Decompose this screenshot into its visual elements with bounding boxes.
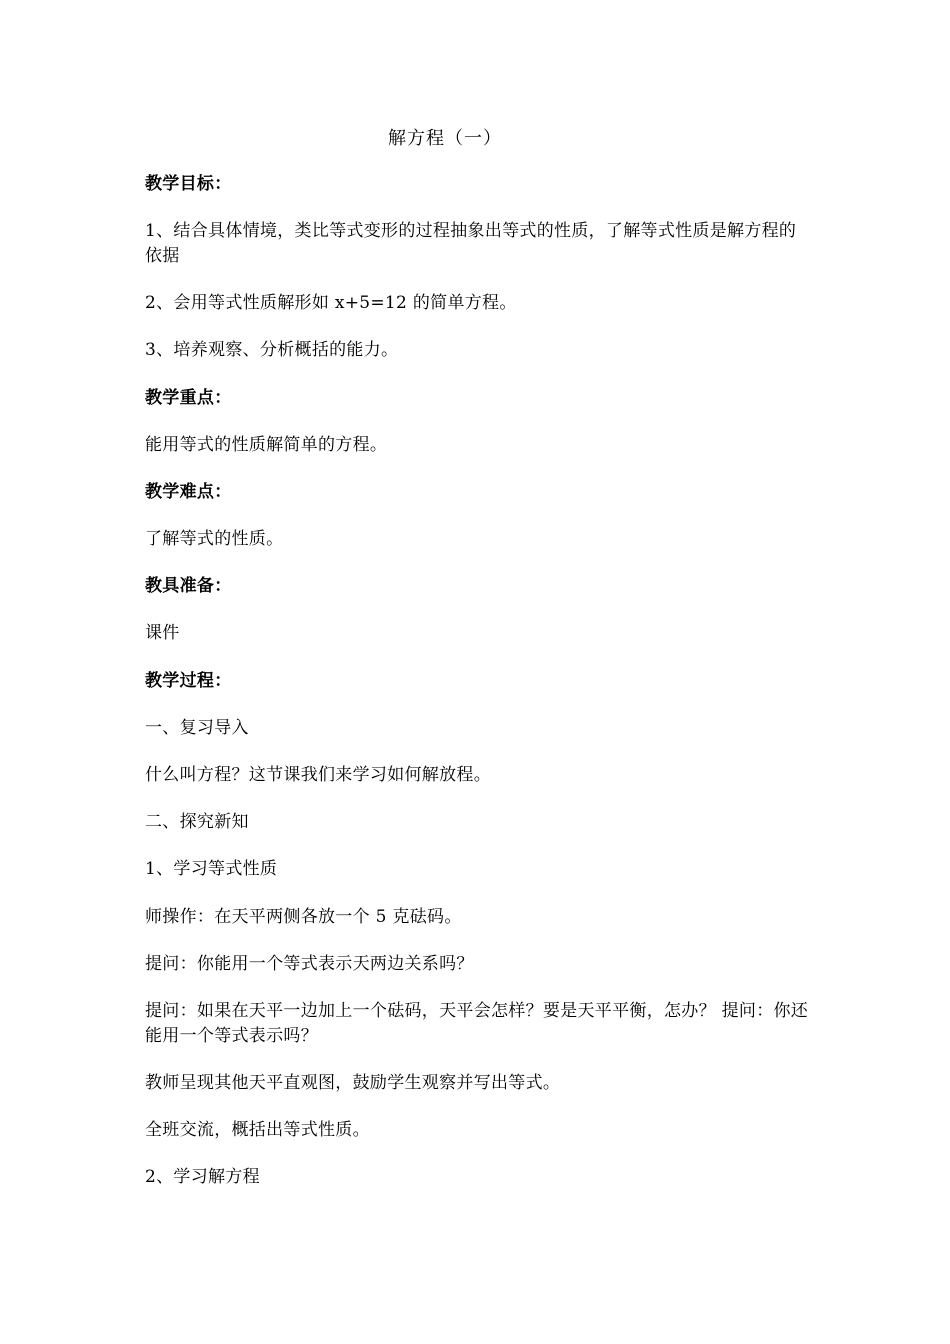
difficulties-text: 了解等式的性质。 <box>145 529 284 549</box>
question-2: 提问：如果在天平一边加上一个砝码，天平会怎样？要是天平平衡，怎办？ 提问：你还能用一个等式表示吗？ <box>145 1001 809 1046</box>
objective-3: 3、培养观察、分析概括的能力。 <box>145 340 399 360</box>
heading-difficulties: 教学难点： <box>145 482 232 502</box>
heading-materials: 教具准备： <box>145 576 232 596</box>
section-explore: 二、探究新知 <box>145 812 249 832</box>
teacher-operation: 师操作：在天平两侧各放一个 5 克砝码。 <box>145 907 462 927</box>
teacher-presentation: 教师呈现其他天平直观图，鼓励学生观察并写出等式。 <box>145 1073 561 1093</box>
section-review: 一、复习导入 <box>145 718 249 738</box>
heading-process: 教学过程： <box>145 671 232 691</box>
key-points-text: 能用等式的性质解简单的方程。 <box>145 435 388 455</box>
materials-text: 课件 <box>145 623 180 643</box>
heading-key-points: 教学重点： <box>145 388 232 408</box>
objective-2: 2、会用等式性质解形如 x+5=12 的简单方程。 <box>145 293 517 313</box>
subsection-equation-properties: 1、学习等式性质 <box>145 859 278 879</box>
objective-1: 1、结合具体情境，类比等式变形的过程抽象出等式的性质，了解等式性质是解方程的依据 <box>145 221 797 266</box>
question-1: 提问：你能用一个等式表示天两边关系吗？ <box>145 954 474 974</box>
class-exchange: 全班交流，概括出等式性质。 <box>145 1120 370 1140</box>
subsection-solve-equation: 2、学习解方程 <box>145 1167 260 1187</box>
review-text: 什么叫方程？这节课我们来学习如何解放程。 <box>145 765 491 785</box>
document-title: 解方程（一） <box>388 128 502 149</box>
heading-objectives: 教学目标： <box>145 174 232 194</box>
